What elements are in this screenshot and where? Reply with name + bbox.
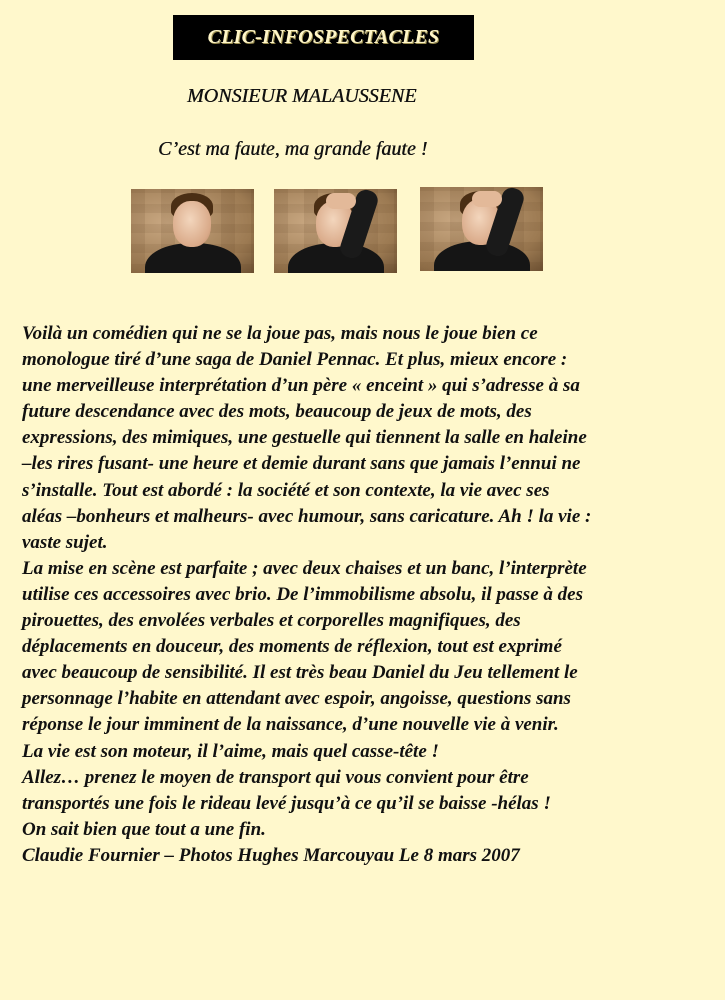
article-line: transportés une fois le rideau levé jusqu’à ce qu’il se baisse -hélas ! <box>22 792 551 814</box>
photo-actor-hand-on-head-2 <box>420 187 543 271</box>
photo-actor-hand-on-head <box>274 189 397 273</box>
review-article <box>22 321 722 869</box>
signature-line <box>22 843 722 869</box>
article-line: –les rires fusant- une heure et demie durant sans que jamais l’ennui ne <box>22 453 581 475</box>
publication-date: Le 8 mars 2007 <box>398 844 520 866</box>
article-line: une merveilleuse interprétation d’un père « enceint » qui s’adresse à sa <box>22 375 580 397</box>
article-line: s’installe. Tout est abordé : la société et son contexte, la vie avec ses <box>22 479 550 501</box>
site-banner <box>173 15 474 60</box>
photo-actor-smiling <box>131 189 254 273</box>
article-line: future descendance avec des mots, beaucoup de jeux de mots, des <box>22 401 532 423</box>
show-subtitle: C’est ma faute, ma grande faute ! <box>158 138 428 160</box>
article-line: réponse le jour imminent de la naissance, d’une nouvelle vie à venir. <box>22 714 559 736</box>
article-line: Voilà un comédien qui ne se la joue pas, mais nous le joue bien ce <box>22 323 538 344</box>
article-line: avec beaucoup de sensibilité. Il est très beau Daniel du Jeu tellement le <box>22 662 578 684</box>
article-line: vaste sujet. <box>22 531 108 553</box>
article-line: monologue tiré d’une saga de Daniel Pennac. Et plus, mieux encore : <box>22 349 568 371</box>
article-line: La vie est son moteur, il l’aime, mais quel casse-tête ! <box>22 740 439 762</box>
article-line: La mise en scène est parfaite ; avec deux chaises et un banc, l’interprète <box>22 557 587 579</box>
article-line: personnage l’habite en attendant avec espoir, angoisse, questions sans <box>22 688 571 710</box>
article-line: déplacements en douceur, des moments de réflexion, tout est exprimé <box>22 636 562 658</box>
banner-text: CLIC-INFOSPECTACLES <box>207 26 440 48</box>
article-line: pirouettes, des envolées verbales et corporelles magnifiques, des <box>22 610 521 632</box>
article-line: utilise ces accessoires avec brio. De l’immobilisme absolu, il passe à des <box>22 583 583 605</box>
article-line: aléas –bonheurs et malheurs- avec humour, sans caricature. Ah ! la vie : <box>22 505 592 527</box>
article-line: On sait bien que tout a une fin. <box>22 818 266 840</box>
article-line: expressions, des mimiques, une gestuelle qui tiennent la salle en haleine <box>22 427 587 449</box>
article-line: Allez… prenez le moyen de transport qui vous convient pour être <box>22 766 529 788</box>
author-credit: Claudie Fournier – Photos Hughes Marcouyau <box>22 844 395 866</box>
show-title: MONSIEUR MALAUSSENE <box>187 85 417 107</box>
